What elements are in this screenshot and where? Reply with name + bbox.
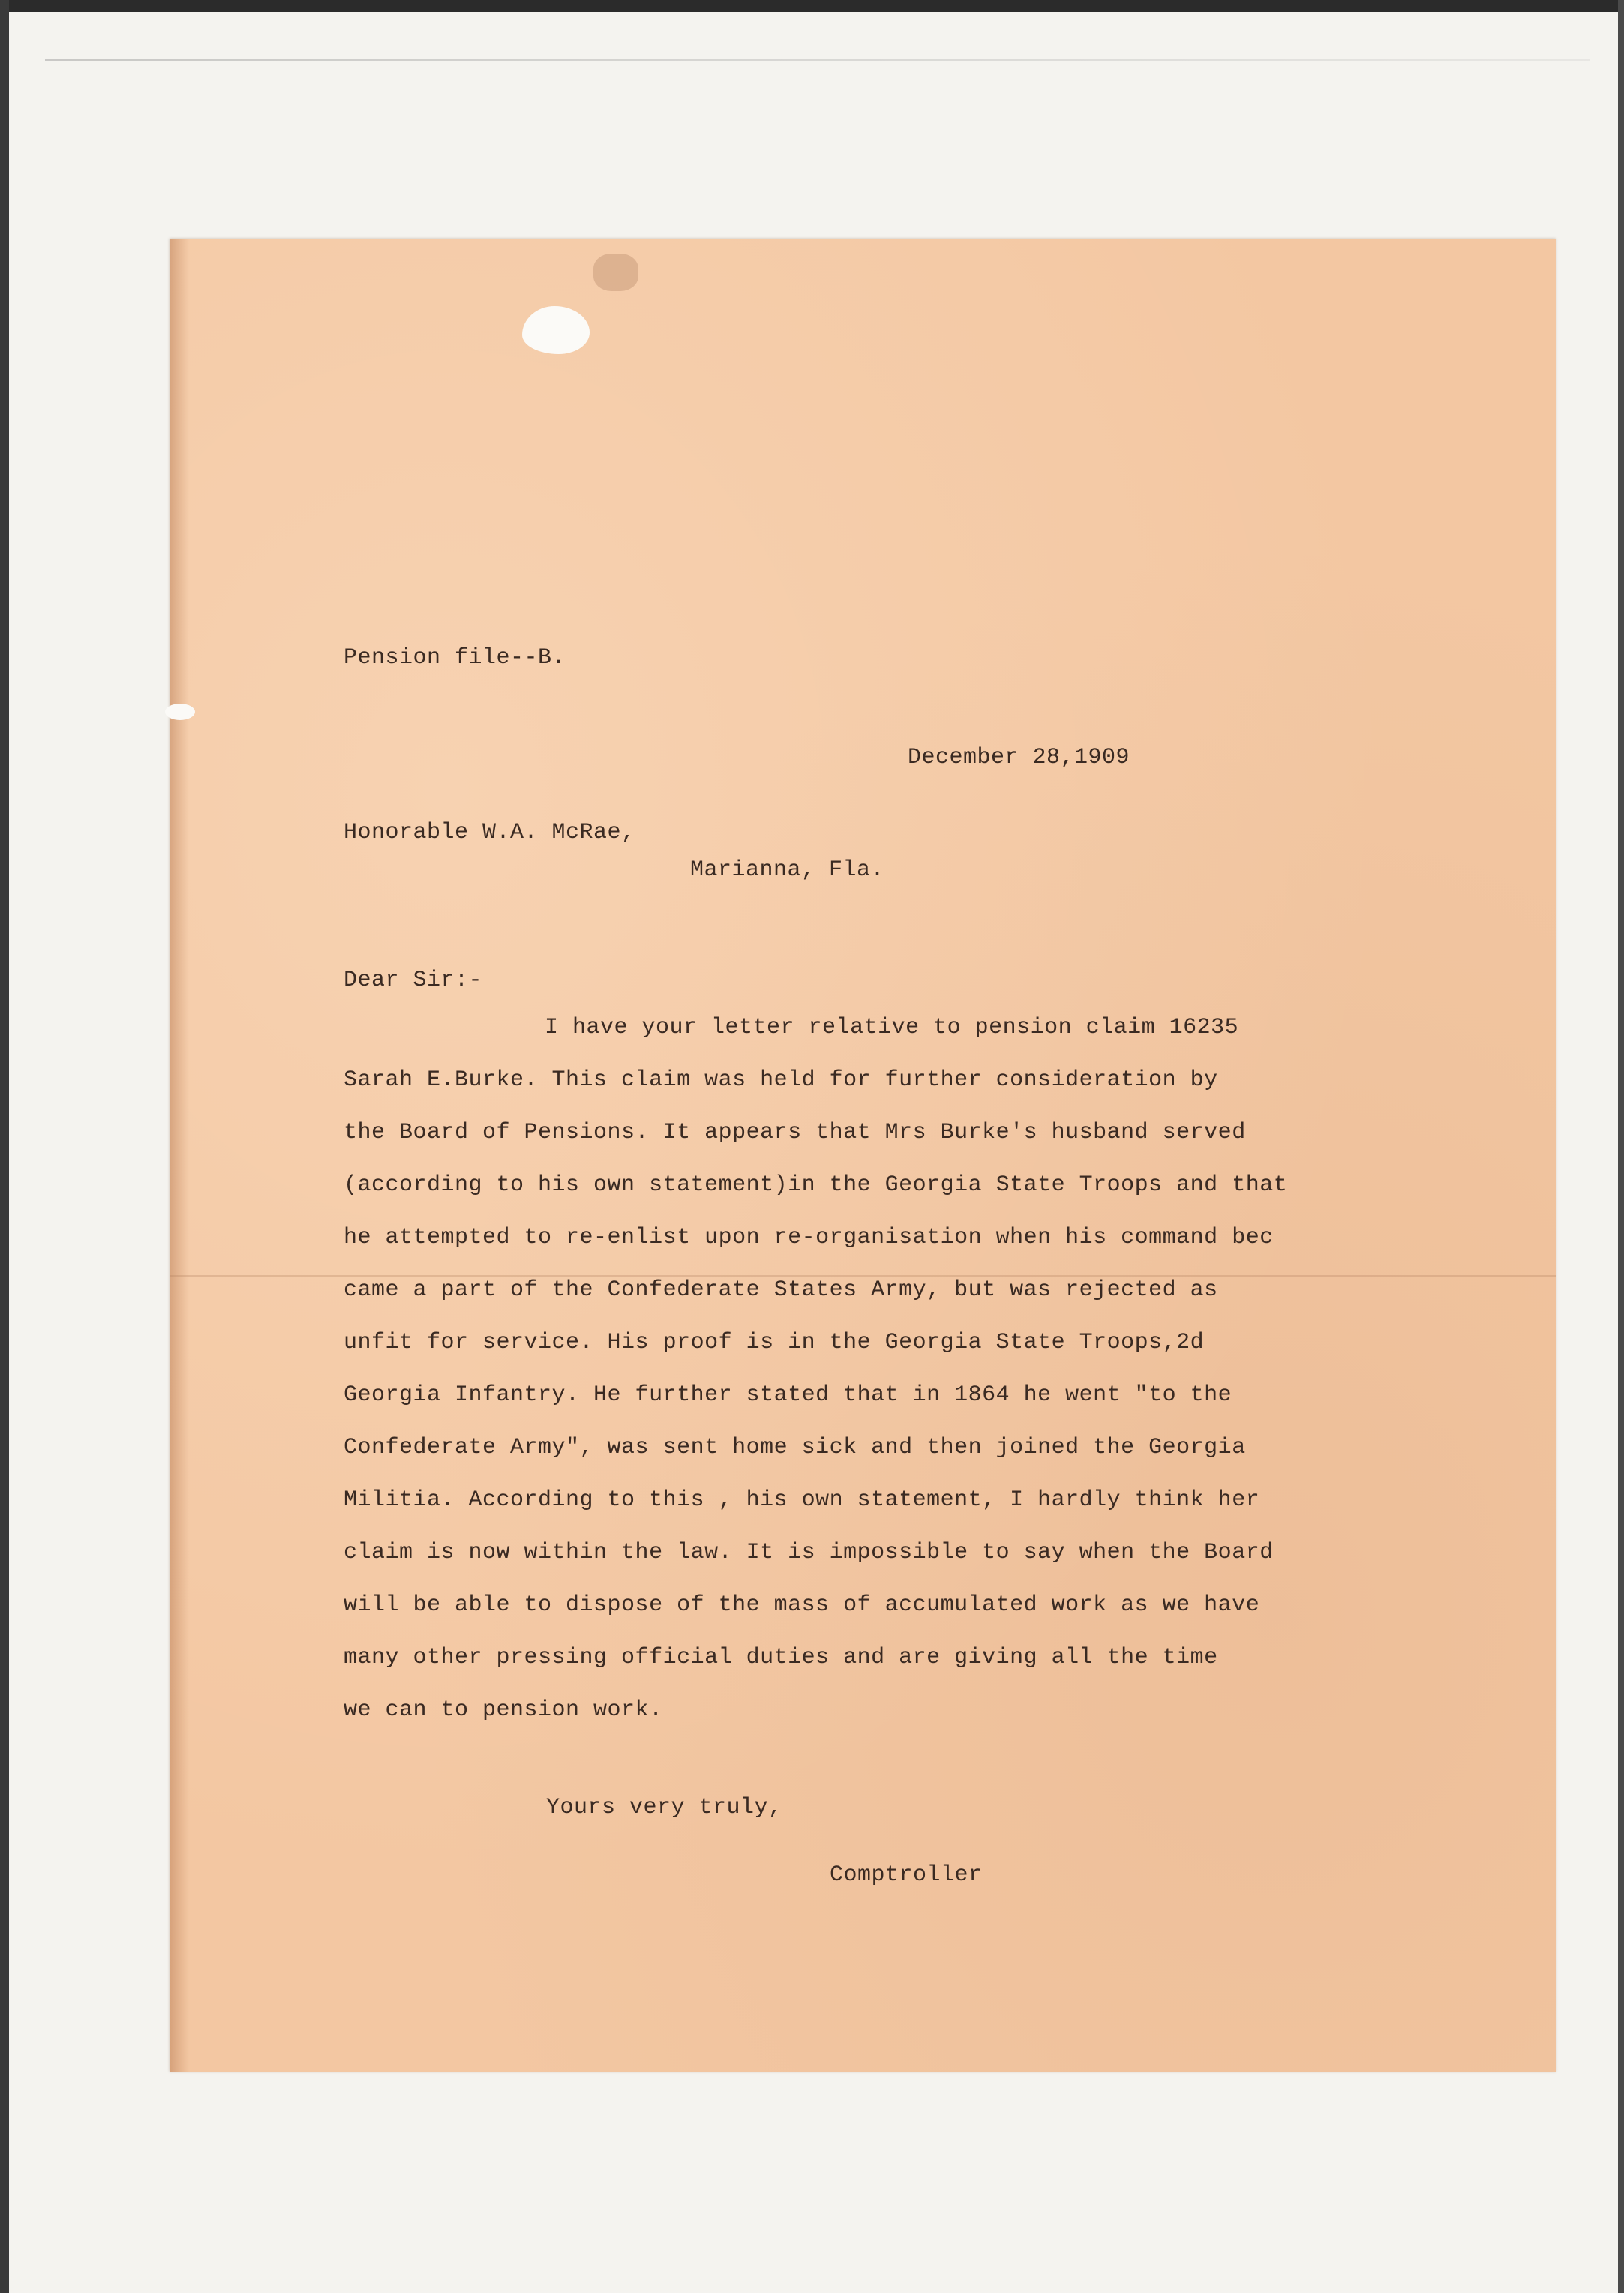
body-line: I have your letter relative to pension claim 16235 — [545, 1015, 1239, 1040]
body-line: Sarah E.Burke. This claim was held for further consideration by — [344, 1067, 1218, 1093]
body-line: claim is now within the law. It is impossible to say when the Board — [344, 1540, 1274, 1565]
paper-fold-line — [170, 1275, 1556, 1277]
body-line: Militia. According to this , his own statement, I hardly think her — [344, 1487, 1260, 1513]
body-line: many other pressing official duties and are giving all the time — [344, 1645, 1218, 1670]
body-line: unfit for service. His proof is in the Georgia State Troops,2d — [344, 1330, 1205, 1355]
body-line: Georgia Infantry. He further stated that in 1864 he went "to the — [344, 1382, 1232, 1408]
scanner-line — [45, 59, 1590, 61]
recipient-name: Honorable W.A. McRae, — [344, 820, 635, 845]
file-reference: Pension file--B. — [344, 645, 566, 671]
punch-hole — [522, 306, 590, 354]
signature-title: Comptroller — [830, 1862, 983, 1888]
body-line: we can to pension work. — [344, 1697, 663, 1723]
body-line: will be able to dispose of the mass of accumulated work as we have — [344, 1592, 1260, 1618]
edge-tear — [165, 704, 195, 720]
scanner-edge-right — [1618, 0, 1624, 2293]
body-line: (according to his own statement)in the Georgia State Troops and that — [344, 1172, 1288, 1198]
body-line: he attempted to re-enlist upon re-organisation when his command bec — [344, 1225, 1274, 1250]
scanner-edge-left — [0, 0, 9, 2293]
body-line: came a part of the Confederate States Army, but was rejected as — [344, 1277, 1218, 1303]
salutation: Dear Sir:- — [344, 968, 483, 993]
paper-stain — [593, 254, 638, 291]
letter-sheet — [170, 239, 1556, 2072]
closing: Yours very truly, — [546, 1795, 782, 1820]
body-line: the Board of Pensions. It appears that Mrs Burke's husband served — [344, 1120, 1246, 1145]
body-line: Confederate Army", was sent home sick and then joined the Georgia — [344, 1435, 1246, 1460]
scanner-edge-top — [0, 0, 1624, 12]
recipient-place: Marianna, Fla. — [690, 857, 885, 883]
letter-date: December 28,1909 — [908, 745, 1130, 770]
